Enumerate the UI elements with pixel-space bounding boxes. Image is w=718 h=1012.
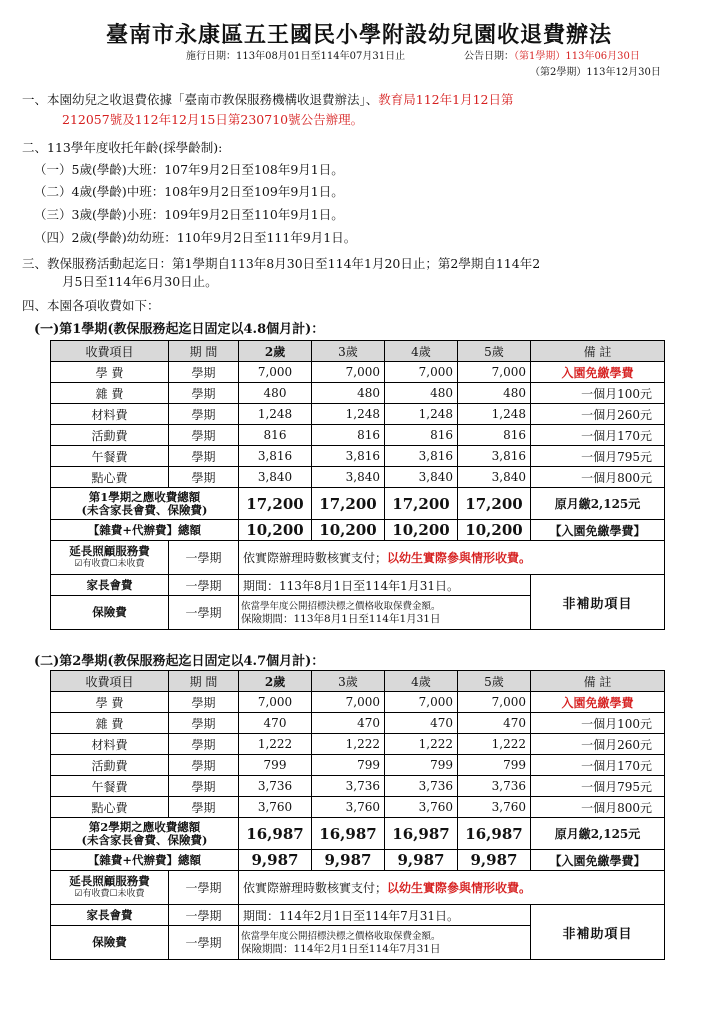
row-note: 一個月100元 bbox=[531, 383, 665, 404]
row-value: 3,760 bbox=[385, 797, 458, 818]
insurance-desc-line2: 保險期間：113年8月1日至114年1月31日 bbox=[241, 612, 441, 625]
row-period: 學期 bbox=[169, 467, 239, 488]
header-item: 收費項目 bbox=[51, 671, 169, 692]
pta-fee-desc: 期間：114年2月1日至114年7月31日。 bbox=[239, 905, 531, 926]
pta-fee-period: 一學期 bbox=[169, 575, 239, 596]
row-value: 3,760 bbox=[458, 797, 531, 818]
pta-fee-period: 一學期 bbox=[169, 905, 239, 926]
total-value: 17,200 bbox=[239, 488, 312, 520]
header-age-2: 2歲 bbox=[239, 341, 312, 362]
row-value: 1,222 bbox=[239, 734, 312, 755]
row-value: 816 bbox=[312, 425, 385, 446]
announce-date-sem1 bbox=[464, 47, 640, 62]
extended-care-red-text: 以幼生實際參與情形收費。 bbox=[387, 551, 532, 565]
row-value: 816 bbox=[239, 425, 312, 446]
extended-care-row bbox=[51, 541, 665, 575]
total-row bbox=[51, 818, 665, 850]
row-value: 480 bbox=[239, 383, 312, 404]
row-value: 7,000 bbox=[239, 362, 312, 383]
misc-total-value: 10,200 bbox=[385, 520, 458, 541]
misc-total-value: 10,200 bbox=[458, 520, 531, 541]
row-value: 1,222 bbox=[385, 734, 458, 755]
table-row bbox=[51, 797, 665, 818]
row-value: 3,840 bbox=[239, 467, 312, 488]
misc-total-value: 10,200 bbox=[239, 520, 312, 541]
total-value: 16,987 bbox=[385, 818, 458, 850]
total-label bbox=[51, 488, 239, 520]
semester-1-fee-table bbox=[50, 340, 665, 630]
pta-fee-row bbox=[51, 905, 665, 926]
insurance-label: 保險費 bbox=[51, 926, 169, 960]
row-item: 雜 費 bbox=[51, 383, 169, 404]
extended-care-red-text: 以幼生實際參與情形收費。 bbox=[387, 881, 532, 895]
row-note: 一個月260元 bbox=[531, 734, 665, 755]
total-label-line1: 第2學期之應收費總額 bbox=[88, 819, 201, 834]
extended-care-title: 延長照顧服務費 bbox=[69, 873, 150, 888]
table-row bbox=[51, 692, 665, 713]
row-item: 活動費 bbox=[51, 755, 169, 776]
header-age-4: 4歲 bbox=[385, 341, 458, 362]
row-value: 7,000 bbox=[239, 692, 312, 713]
table-row bbox=[51, 362, 665, 383]
total-value: 17,200 bbox=[458, 488, 531, 520]
pta-fee-label: 家長會費 bbox=[51, 905, 169, 926]
row-value: 799 bbox=[385, 755, 458, 776]
row-value: 470 bbox=[385, 713, 458, 734]
row-value: 3,816 bbox=[385, 446, 458, 467]
semester-2-fee-table bbox=[50, 670, 665, 960]
row-value: 1,248 bbox=[312, 404, 385, 425]
header-age-4: 4歲 bbox=[385, 671, 458, 692]
row-value: 3,760 bbox=[312, 797, 385, 818]
header-age-5: 5歲 bbox=[458, 671, 531, 692]
header-age-2: 2歲 bbox=[239, 671, 312, 692]
extended-care-desc-text: 依實際辦理時數核實支付； bbox=[243, 881, 388, 895]
insurance-desc-line2: 保險期間：114年2月1日至114年7月31日 bbox=[241, 942, 441, 955]
row-note: 一個月795元 bbox=[531, 776, 665, 797]
extended-care-title: 延長照顧服務費 bbox=[69, 543, 150, 558]
misc-total-value: 9,987 bbox=[385, 850, 458, 871]
row-note: 一個月795元 bbox=[531, 446, 665, 467]
misc-total-value: 9,987 bbox=[239, 850, 312, 871]
row-value: 3,760 bbox=[239, 797, 312, 818]
pta-fee-label: 家長會費 bbox=[51, 575, 169, 596]
header-item: 收費項目 bbox=[51, 341, 169, 362]
row-note: 一個月800元 bbox=[531, 797, 665, 818]
section-2-heading: 二、113學年度收托年齡(採學齡制): bbox=[22, 140, 223, 155]
row-period: 學期 bbox=[169, 734, 239, 755]
row-note: 一個月170元 bbox=[531, 425, 665, 446]
table-row bbox=[51, 467, 665, 488]
header-note: 備 註 bbox=[531, 671, 665, 692]
row-value: 3,816 bbox=[458, 446, 531, 467]
misc-total-note: 【入園免繳學費】 bbox=[531, 850, 665, 871]
total-label bbox=[51, 818, 239, 850]
row-value: 470 bbox=[312, 713, 385, 734]
announce-label: 公告日期： bbox=[464, 51, 514, 62]
section-1-red-text: 教育局112年1月12日第 bbox=[378, 92, 514, 107]
table-row bbox=[51, 776, 665, 797]
header-period: 期 間 bbox=[169, 341, 239, 362]
pta-fee-desc: 期間：113年8月1日至114年1月31日。 bbox=[239, 575, 531, 596]
insurance-period: 一學期 bbox=[169, 596, 239, 630]
row-value: 7,000 bbox=[458, 362, 531, 383]
total-note: 原月繳2,125元 bbox=[531, 488, 665, 520]
row-item: 雜 費 bbox=[51, 713, 169, 734]
extended-care-desc-text: 依實際辦理時數核實支付； bbox=[243, 551, 388, 565]
extended-care-label bbox=[51, 871, 169, 905]
row-value: 1,222 bbox=[312, 734, 385, 755]
row-item: 材料費 bbox=[51, 734, 169, 755]
row-value: 3,736 bbox=[239, 776, 312, 797]
total-value: 17,200 bbox=[312, 488, 385, 520]
section-1-text: 一、本園幼兒之收退費依據「臺南市教保服務機構收退費辦法」、 bbox=[22, 92, 379, 107]
non-subsidized-label: 非補助項目 bbox=[531, 905, 665, 960]
row-period: 學期 bbox=[169, 692, 239, 713]
misc-total-label: 【雜費+代辦費】總額 bbox=[51, 520, 239, 541]
row-value: 1,248 bbox=[239, 404, 312, 425]
section-4-heading: 四、本園各項收費如下： bbox=[22, 298, 160, 313]
row-item: 午餐費 bbox=[51, 776, 169, 797]
table-row bbox=[51, 446, 665, 467]
row-value: 3,736 bbox=[312, 776, 385, 797]
header-period: 期 間 bbox=[169, 671, 239, 692]
section-2-item: （二）4歲(學齡)中班：108年9月2日至109年9月1日。 bbox=[34, 184, 344, 199]
row-item: 材料費 bbox=[51, 404, 169, 425]
section-2-item: （三）3歲(學齡)小班：109年9月2日至110年9月1日。 bbox=[34, 207, 344, 222]
misc-total-note: 【入園免繳學費】 bbox=[531, 520, 665, 541]
section-3-line2: 月5日至114年6月30日止。 bbox=[62, 274, 218, 289]
row-value: 7,000 bbox=[458, 692, 531, 713]
extended-care-period: 一學期 bbox=[169, 541, 239, 575]
misc-total-value: 9,987 bbox=[458, 850, 531, 871]
row-value: 3,736 bbox=[458, 776, 531, 797]
section-3-line1: 三、教保服務活動起迄日：第1學期自113年8月30日至114年1月20日止；第2學期自114年2 bbox=[22, 256, 541, 271]
insurance-desc-line1: 依當學年度公開招標決標之價格收取保費金額。 bbox=[241, 930, 441, 942]
row-period: 學期 bbox=[169, 404, 239, 425]
misc-total-row bbox=[51, 850, 665, 871]
section-2-item: （一）5歲(學齡)大班：107年9月2日至108年9月1日。 bbox=[34, 162, 344, 177]
row-value: 3,816 bbox=[312, 446, 385, 467]
row-value: 1,222 bbox=[458, 734, 531, 755]
pta-fee-row bbox=[51, 575, 665, 596]
total-value: 16,987 bbox=[239, 818, 312, 850]
row-note: 入園免繳學費 bbox=[531, 692, 665, 713]
row-value: 799 bbox=[239, 755, 312, 776]
total-label-line2: (未含家長會費、保險費) bbox=[81, 502, 208, 517]
total-value: 17,200 bbox=[385, 488, 458, 520]
insurance-label: 保險費 bbox=[51, 596, 169, 630]
row-period: 學期 bbox=[169, 776, 239, 797]
row-value: 480 bbox=[458, 383, 531, 404]
row-item: 活動費 bbox=[51, 425, 169, 446]
misc-total-row bbox=[51, 520, 665, 541]
extended-care-row bbox=[51, 871, 665, 905]
header-age-5: 5歲 bbox=[458, 341, 531, 362]
row-value: 3,840 bbox=[385, 467, 458, 488]
total-note: 原月繳2,125元 bbox=[531, 818, 665, 850]
announce-date-sem2: （第2學期）113年12月30日 bbox=[530, 67, 661, 78]
row-value: 470 bbox=[458, 713, 531, 734]
insurance-period: 一學期 bbox=[169, 926, 239, 960]
total-label-line1: 第1學期之應收費總額 bbox=[88, 489, 201, 504]
row-value: 799 bbox=[458, 755, 531, 776]
total-row bbox=[51, 488, 665, 520]
row-value: 3,840 bbox=[458, 467, 531, 488]
misc-total-value: 9,987 bbox=[312, 850, 385, 871]
row-value: 816 bbox=[385, 425, 458, 446]
row-item: 午餐費 bbox=[51, 446, 169, 467]
row-value: 7,000 bbox=[312, 362, 385, 383]
row-value: 3,816 bbox=[239, 446, 312, 467]
semester-1-title: (一)第1學期(教保服務起迄日固定以4.8個月計)： bbox=[34, 322, 325, 337]
section-1-line1 bbox=[22, 90, 513, 108]
table-row bbox=[51, 404, 665, 425]
row-note: 一個月170元 bbox=[531, 755, 665, 776]
semester-2-title: (二)第2學期(教保服務起迄日固定以4.7個月計)： bbox=[34, 654, 325, 669]
header-age-3: 3歲 bbox=[312, 671, 385, 692]
row-period: 學期 bbox=[169, 755, 239, 776]
extended-care-checkbox: ☑有收費☐未收費 bbox=[74, 558, 145, 569]
row-item: 學 費 bbox=[51, 362, 169, 383]
document-title: 臺南市永康區五王國民小學附設幼兒園收退費辦法 bbox=[105, 22, 612, 48]
row-note: 一個月260元 bbox=[531, 404, 665, 425]
row-period: 學期 bbox=[169, 362, 239, 383]
row-item: 點心費 bbox=[51, 797, 169, 818]
row-value: 470 bbox=[239, 713, 312, 734]
table-row bbox=[51, 425, 665, 446]
row-value: 7,000 bbox=[385, 362, 458, 383]
misc-total-label: 【雜費+代辦費】總額 bbox=[51, 850, 239, 871]
table-header-row bbox=[51, 341, 665, 362]
section-1-line2: 212057號及112年12月15日第230710號公告辦理。 bbox=[62, 112, 364, 127]
total-value: 16,987 bbox=[312, 818, 385, 850]
row-value: 816 bbox=[458, 425, 531, 446]
section-2-item: （四）2歲(學齡)幼幼班：110年9月2日至111年9月1日。 bbox=[34, 230, 357, 245]
effective-date: 施行日期：113年08月01日至114年07月31日止 bbox=[186, 51, 406, 62]
extended-care-checkbox: ☑有收費☐未收費 bbox=[74, 888, 145, 899]
row-value: 3,736 bbox=[385, 776, 458, 797]
extended-care-desc bbox=[239, 871, 665, 905]
table-row bbox=[51, 734, 665, 755]
row-item: 點心費 bbox=[51, 467, 169, 488]
row-value: 1,248 bbox=[385, 404, 458, 425]
extended-care-label bbox=[51, 541, 169, 575]
table-header-row bbox=[51, 671, 665, 692]
header-age-3: 3歲 bbox=[312, 341, 385, 362]
announce-sem1: （第1學期）113年06月30日 bbox=[514, 51, 640, 62]
extended-care-desc bbox=[239, 541, 665, 575]
row-period: 學期 bbox=[169, 713, 239, 734]
row-value: 7,000 bbox=[385, 692, 458, 713]
misc-total-value: 10,200 bbox=[312, 520, 385, 541]
row-value: 799 bbox=[312, 755, 385, 776]
insurance-desc-line1: 依當學年度公開招標決標之價格收取保費金額。 bbox=[241, 600, 441, 612]
row-note: 一個月800元 bbox=[531, 467, 665, 488]
table-row bbox=[51, 383, 665, 404]
row-note: 一個月100元 bbox=[531, 713, 665, 734]
total-value: 16,987 bbox=[458, 818, 531, 850]
row-item: 學 費 bbox=[51, 692, 169, 713]
row-value: 480 bbox=[385, 383, 458, 404]
row-value: 480 bbox=[312, 383, 385, 404]
extended-care-period: 一學期 bbox=[169, 871, 239, 905]
non-subsidized-label: 非補助項目 bbox=[531, 575, 665, 630]
table-row bbox=[51, 713, 665, 734]
total-label-line2: (未含家長會費、保險費) bbox=[81, 832, 208, 847]
row-value: 7,000 bbox=[312, 692, 385, 713]
row-period: 學期 bbox=[169, 425, 239, 446]
row-value: 1,248 bbox=[458, 404, 531, 425]
row-period: 學期 bbox=[169, 383, 239, 404]
row-period: 學期 bbox=[169, 797, 239, 818]
row-value: 3,840 bbox=[312, 467, 385, 488]
table-row bbox=[51, 755, 665, 776]
insurance-desc bbox=[239, 596, 531, 630]
header-note: 備 註 bbox=[531, 341, 665, 362]
insurance-desc bbox=[239, 926, 531, 960]
row-note: 入園免繳學費 bbox=[531, 362, 665, 383]
row-period: 學期 bbox=[169, 446, 239, 467]
